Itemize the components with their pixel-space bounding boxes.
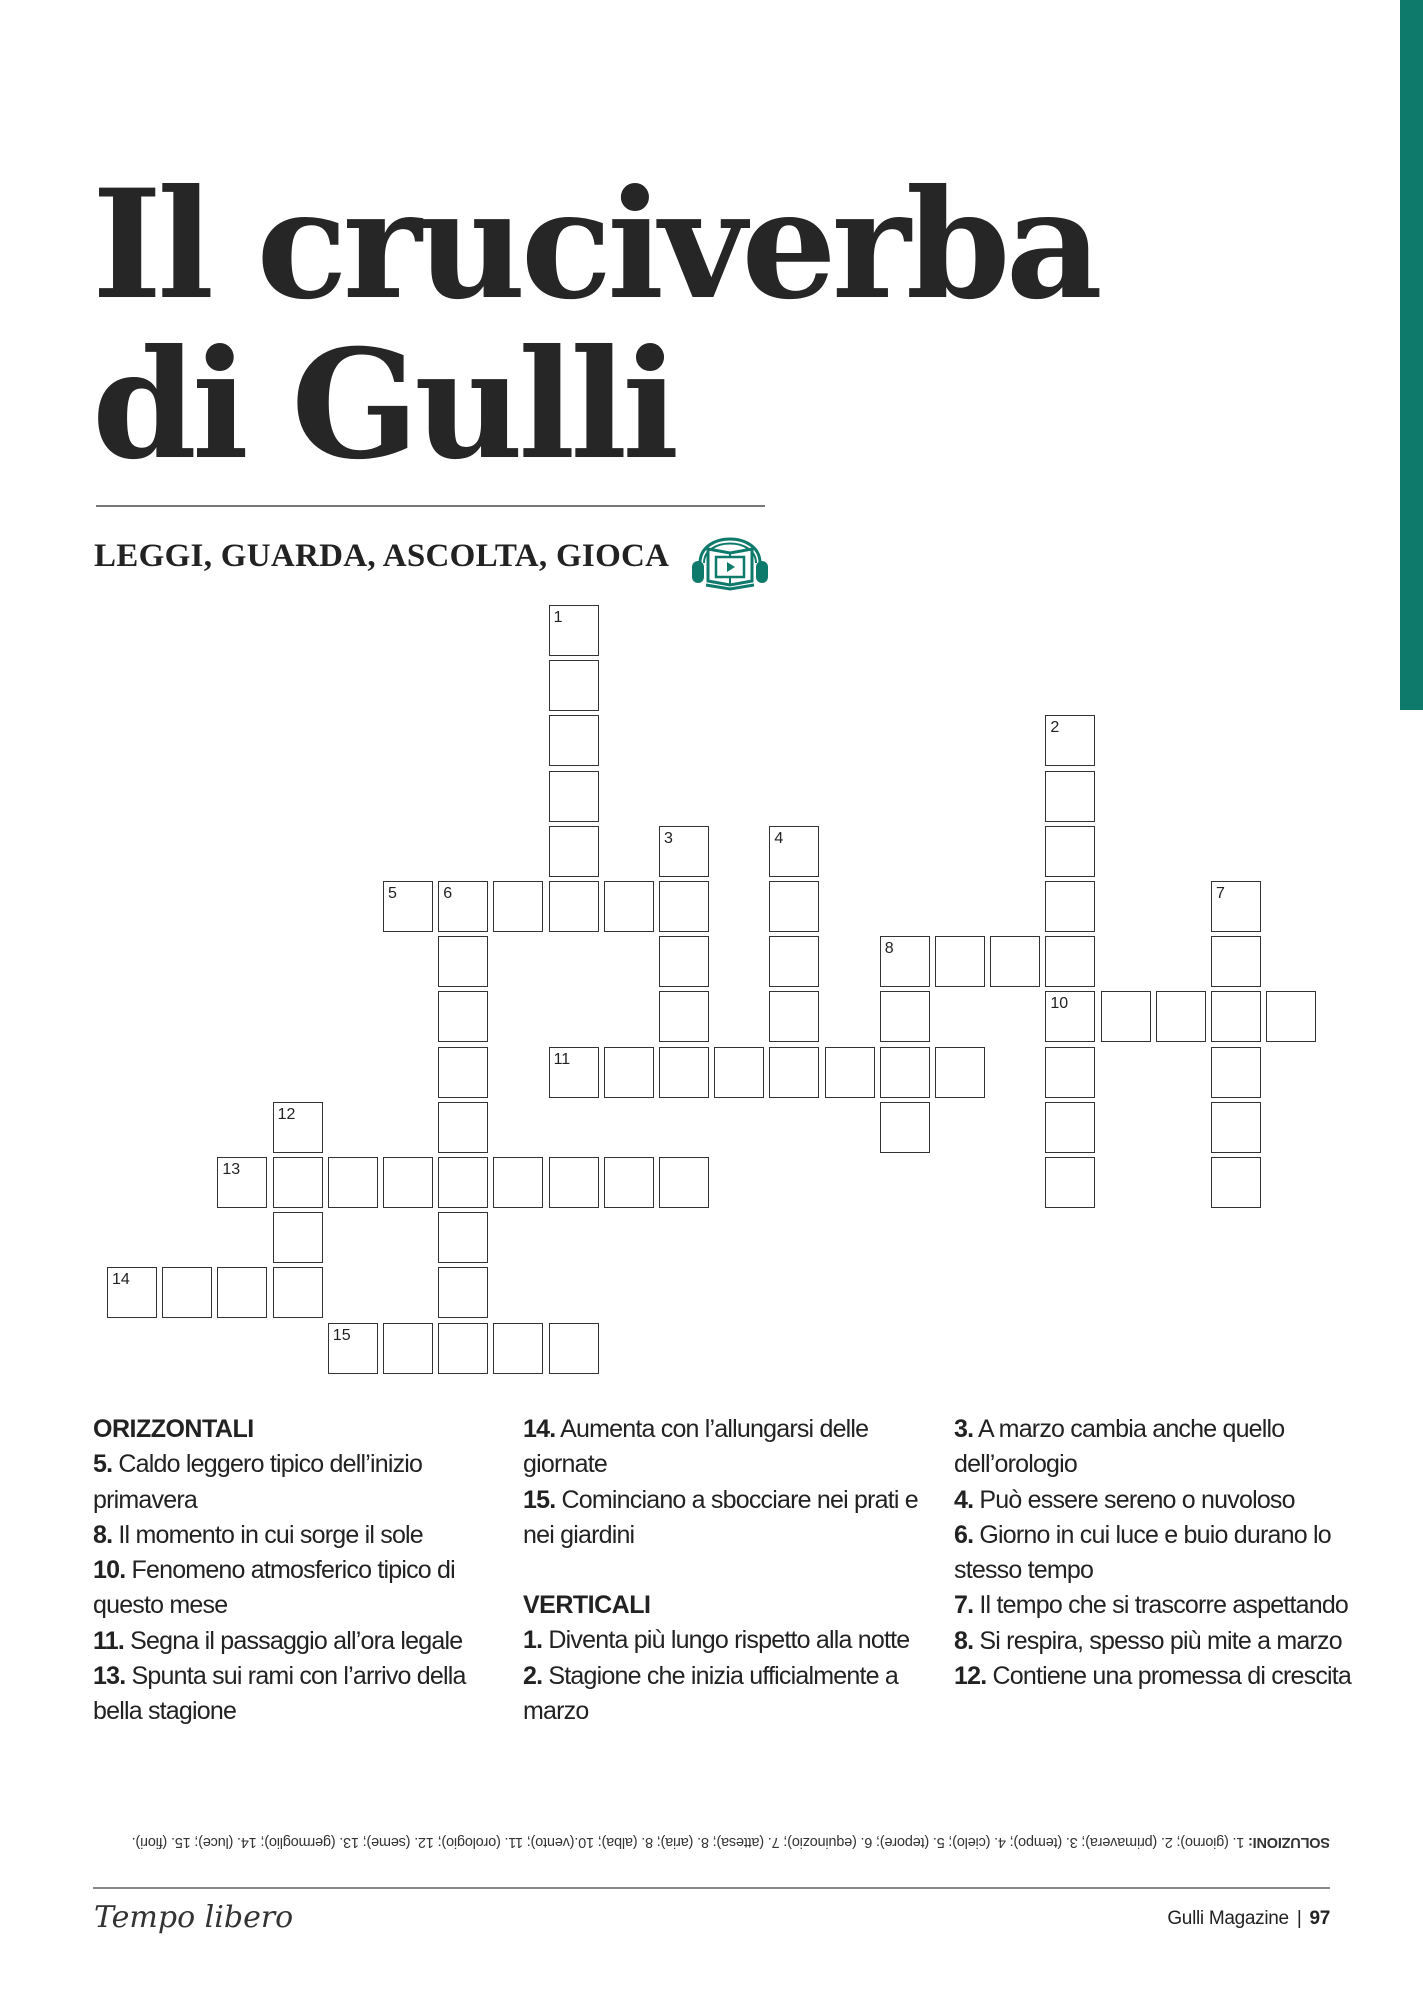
clue-number: 12. — [954, 1662, 987, 1691]
crossword-cell[interactable] — [493, 1323, 543, 1374]
clue-number: 15. — [523, 1485, 556, 1514]
clue-text: Spunta sui rami con l’arrivo della bella stagione — [93, 1662, 466, 1726]
crossword-cell[interactable] — [935, 1047, 985, 1098]
crossword-cell[interactable] — [438, 1323, 488, 1374]
crossword-cell[interactable] — [273, 1102, 323, 1153]
crossword-cell[interactable] — [880, 991, 930, 1042]
clue-text: Il momento in cui sorge il sole — [118, 1520, 423, 1549]
section-name: Tempo libero — [94, 1900, 294, 1935]
crossword-cell[interactable] — [659, 1157, 709, 1208]
crossword-cell[interactable] — [549, 771, 599, 822]
footer-divider — [93, 1887, 1330, 1889]
clue-number: 15 — [332, 1326, 351, 1344]
crossword-cell[interactable] — [935, 936, 985, 987]
clue-number: 2 — [1050, 719, 1060, 737]
across-clue — [93, 1518, 493, 1553]
clue-number: 8. — [954, 1626, 974, 1655]
crossword-cell[interactable] — [1211, 1157, 1261, 1208]
crossword-cell[interactable] — [1045, 991, 1095, 1042]
clue-text: Giorno in cui luce e buio durano lo stesso tempo — [954, 1520, 1331, 1585]
crossword-cell[interactable] — [438, 1212, 488, 1263]
crossword-cell[interactable] — [659, 936, 709, 987]
crossword-cell[interactable] — [769, 1047, 819, 1098]
crossword-cell[interactable] — [880, 1047, 930, 1098]
crossword-cell[interactable] — [162, 1267, 212, 1318]
magazine-name: Gulli Magazine — [1167, 1908, 1289, 1929]
clue-text: Si respira, spesso più mite a marzo — [979, 1626, 1342, 1655]
clue-number: 14. — [523, 1415, 556, 1443]
crossword-cell[interactable] — [549, 1157, 599, 1208]
across-clue — [93, 1624, 493, 1659]
clue-number: 8 — [884, 940, 894, 958]
down-clue — [954, 1624, 1354, 1659]
crossword-cell[interactable] — [549, 881, 599, 932]
crossword-cell[interactable] — [107, 1267, 157, 1318]
clues-column-2 — [523, 1412, 923, 1729]
clue-text: Caldo leggero tipico dell’inizio primavera — [93, 1450, 423, 1514]
clue-number: 1 — [553, 609, 563, 626]
clue-number: 4 — [774, 829, 784, 847]
clue-number: 11 — [553, 1050, 571, 1068]
clue-number: 13 — [222, 1161, 241, 1178]
crossword-cell[interactable] — [438, 1102, 488, 1153]
crossword-cell[interactable] — [438, 1157, 488, 1208]
clue-text: Diventa più lungo rispetto alla notte — [548, 1626, 910, 1655]
down-clue — [523, 1623, 923, 1658]
crossword-cell[interactable] — [659, 1047, 709, 1098]
crossword-cell[interactable] — [880, 1102, 930, 1153]
crossword-cell[interactable] — [659, 881, 709, 932]
clue-number: 12 — [277, 1105, 296, 1123]
clue-number: 7 — [1216, 885, 1225, 902]
crossword-cell[interactable] — [1156, 991, 1206, 1042]
crossword-cell[interactable] — [1045, 1102, 1095, 1153]
crossword-cell[interactable] — [714, 1047, 764, 1098]
crossword-cell[interactable] — [273, 1212, 323, 1263]
crossword-cell[interactable] — [659, 991, 709, 1042]
crossword-cell[interactable] — [1266, 991, 1316, 1042]
solutions-text: 1. (giorno); 2. (primavera); 3. (tempo); 4. (cielo); 5. (tepore); 6. (equinozio); 7. (attesa); 8. (aria); 8. (alba); 10.(vento); 11. (orologio); 12. (seme); 13. (germoglio); 14. (luce); 15. (fiori). — [131, 1834, 1245, 1850]
clue-number: 6 — [443, 885, 453, 902]
title-line-2: di Gulli — [92, 317, 675, 493]
clue-text: Fenomeno atmosferico tipico di questo mese — [93, 1556, 455, 1620]
page-title — [92, 157, 1098, 493]
clue-number: 5. — [93, 1450, 113, 1479]
crossword-cell[interactable] — [438, 881, 488, 932]
crossword-cell[interactable] — [769, 881, 819, 932]
title-line-1: Il cruciverba — [92, 157, 1098, 333]
clue-number: 7. — [954, 1591, 974, 1620]
clue-text: Può essere sereno o nuvoloso — [979, 1485, 1295, 1514]
crossword-cell[interactable] — [217, 1157, 267, 1208]
down-clue — [954, 1483, 1354, 1518]
crossword-cell[interactable] — [1045, 1157, 1095, 1208]
crossword-cell[interactable] — [549, 715, 599, 766]
crossword-cell[interactable] — [328, 1323, 378, 1374]
crossword-cell[interactable] — [383, 1157, 433, 1208]
clue-text: Aumenta con l’allungarsi delle giornate — [523, 1415, 869, 1479]
clue-number: 2. — [523, 1661, 543, 1690]
across-clue — [523, 1412, 923, 1483]
crossword-cell[interactable] — [383, 881, 433, 932]
title-divider — [96, 505, 765, 507]
crossword-cell[interactable] — [1045, 936, 1095, 987]
across-clue — [93, 1659, 493, 1730]
folio — [1167, 1908, 1330, 1930]
crossword-cell[interactable] — [438, 991, 488, 1042]
crossword-cell[interactable] — [1211, 881, 1261, 932]
crossword-cell[interactable] — [1211, 991, 1261, 1042]
down-clue — [954, 1659, 1354, 1694]
down-clue — [954, 1412, 1354, 1483]
clue-number: 11. — [93, 1626, 124, 1655]
clue-number: 3 — [664, 829, 673, 847]
crossword-cell[interactable] — [1101, 991, 1151, 1042]
down-clue — [954, 1518, 1354, 1589]
across-heading: ORIZZONTALI — [93, 1415, 254, 1443]
crossword-cell[interactable] — [1045, 826, 1095, 877]
crossword-cell[interactable] — [549, 660, 599, 711]
down-clue — [954, 1588, 1354, 1623]
across-clue — [93, 1553, 493, 1624]
crossword-cell[interactable] — [549, 826, 599, 877]
crossword-cell[interactable] — [604, 881, 654, 932]
crossword-cell[interactable] — [1045, 715, 1095, 766]
crossword-cell[interactable] — [273, 1157, 323, 1208]
clues-column-1 — [93, 1412, 493, 1730]
crossword-cell[interactable] — [493, 1157, 543, 1208]
clue-number: 8. — [93, 1520, 113, 1549]
page-number: 97 — [1309, 1908, 1330, 1929]
crossword-cell[interactable] — [825, 1047, 875, 1098]
headphones-book-play-icon — [688, 523, 772, 595]
crossword-cell[interactable] — [769, 991, 819, 1042]
accent-bar — [1400, 0, 1423, 710]
across-clue — [93, 1447, 493, 1518]
clue-text: A marzo cambia anche quello dell’orologio — [954, 1415, 1285, 1479]
crossword-cell[interactable] — [1211, 936, 1261, 987]
crossword-cell[interactable] — [1045, 771, 1095, 822]
clue-text: Il tempo che si trascorre aspettando — [979, 1591, 1349, 1620]
across-clue — [523, 1483, 923, 1554]
crossword-cell[interactable] — [769, 826, 819, 877]
clue-number: 1. — [523, 1626, 543, 1655]
down-heading: VERTICALI — [523, 1591, 651, 1620]
crossword-cell[interactable] — [273, 1267, 323, 1318]
subtitle: LEGGI, GUARDA, ASCOLTA, GIOCA — [94, 538, 670, 574]
crossword-cell[interactable] — [880, 936, 930, 987]
clue-number: 4. — [954, 1485, 974, 1514]
clue-number: 3. — [954, 1415, 974, 1443]
clue-number: 14 — [112, 1271, 130, 1289]
crossword-cell[interactable] — [1211, 1102, 1261, 1153]
clue-text: Segna il passaggio all’ora legale — [130, 1626, 463, 1655]
solutions-upside-down — [128, 1832, 1330, 1852]
crossword-cell[interactable] — [549, 1047, 599, 1098]
crossword-cell[interactable] — [549, 605, 599, 656]
crossword-cell[interactable] — [438, 1267, 488, 1318]
clue-number: 13. — [93, 1662, 126, 1691]
crossword-cell[interactable] — [328, 1157, 378, 1208]
crossword-cell[interactable] — [438, 936, 488, 987]
crossword-cell[interactable] — [383, 1323, 433, 1374]
clue-text: Cominciano a sbocciare nei prati e nei giardini — [523, 1485, 918, 1549]
crossword-cell[interactable] — [549, 1323, 599, 1374]
clues-column-3 — [954, 1412, 1354, 1694]
crossword-cell[interactable] — [659, 826, 709, 877]
clue-number: 10 — [1050, 995, 1069, 1013]
folio-separator: | — [1296, 1908, 1302, 1929]
clue-text: Contiene una promessa di crescita — [992, 1662, 1352, 1691]
crossword-cell[interactable] — [1045, 881, 1095, 932]
crossword-cell[interactable] — [990, 936, 1040, 987]
crossword-cell[interactable] — [1045, 1047, 1095, 1098]
clue-number: 6. — [954, 1520, 974, 1549]
crossword-cell[interactable] — [438, 1047, 488, 1098]
crossword-cell[interactable] — [493, 881, 543, 932]
clue-number: 10. — [93, 1556, 126, 1585]
crossword-cell[interactable] — [1211, 1047, 1261, 1098]
solutions-label: SOLUZIONI: — [1248, 1834, 1330, 1850]
clue-number: 5 — [388, 885, 397, 902]
crossword-cell[interactable] — [769, 936, 819, 987]
down-clue — [523, 1659, 923, 1730]
crossword-cell[interactable] — [217, 1267, 267, 1318]
clue-text: Stagione che inizia ufficialmente a marzo — [523, 1661, 898, 1726]
crossword-cell[interactable] — [604, 1157, 654, 1208]
crossword-cell[interactable] — [604, 1047, 654, 1098]
